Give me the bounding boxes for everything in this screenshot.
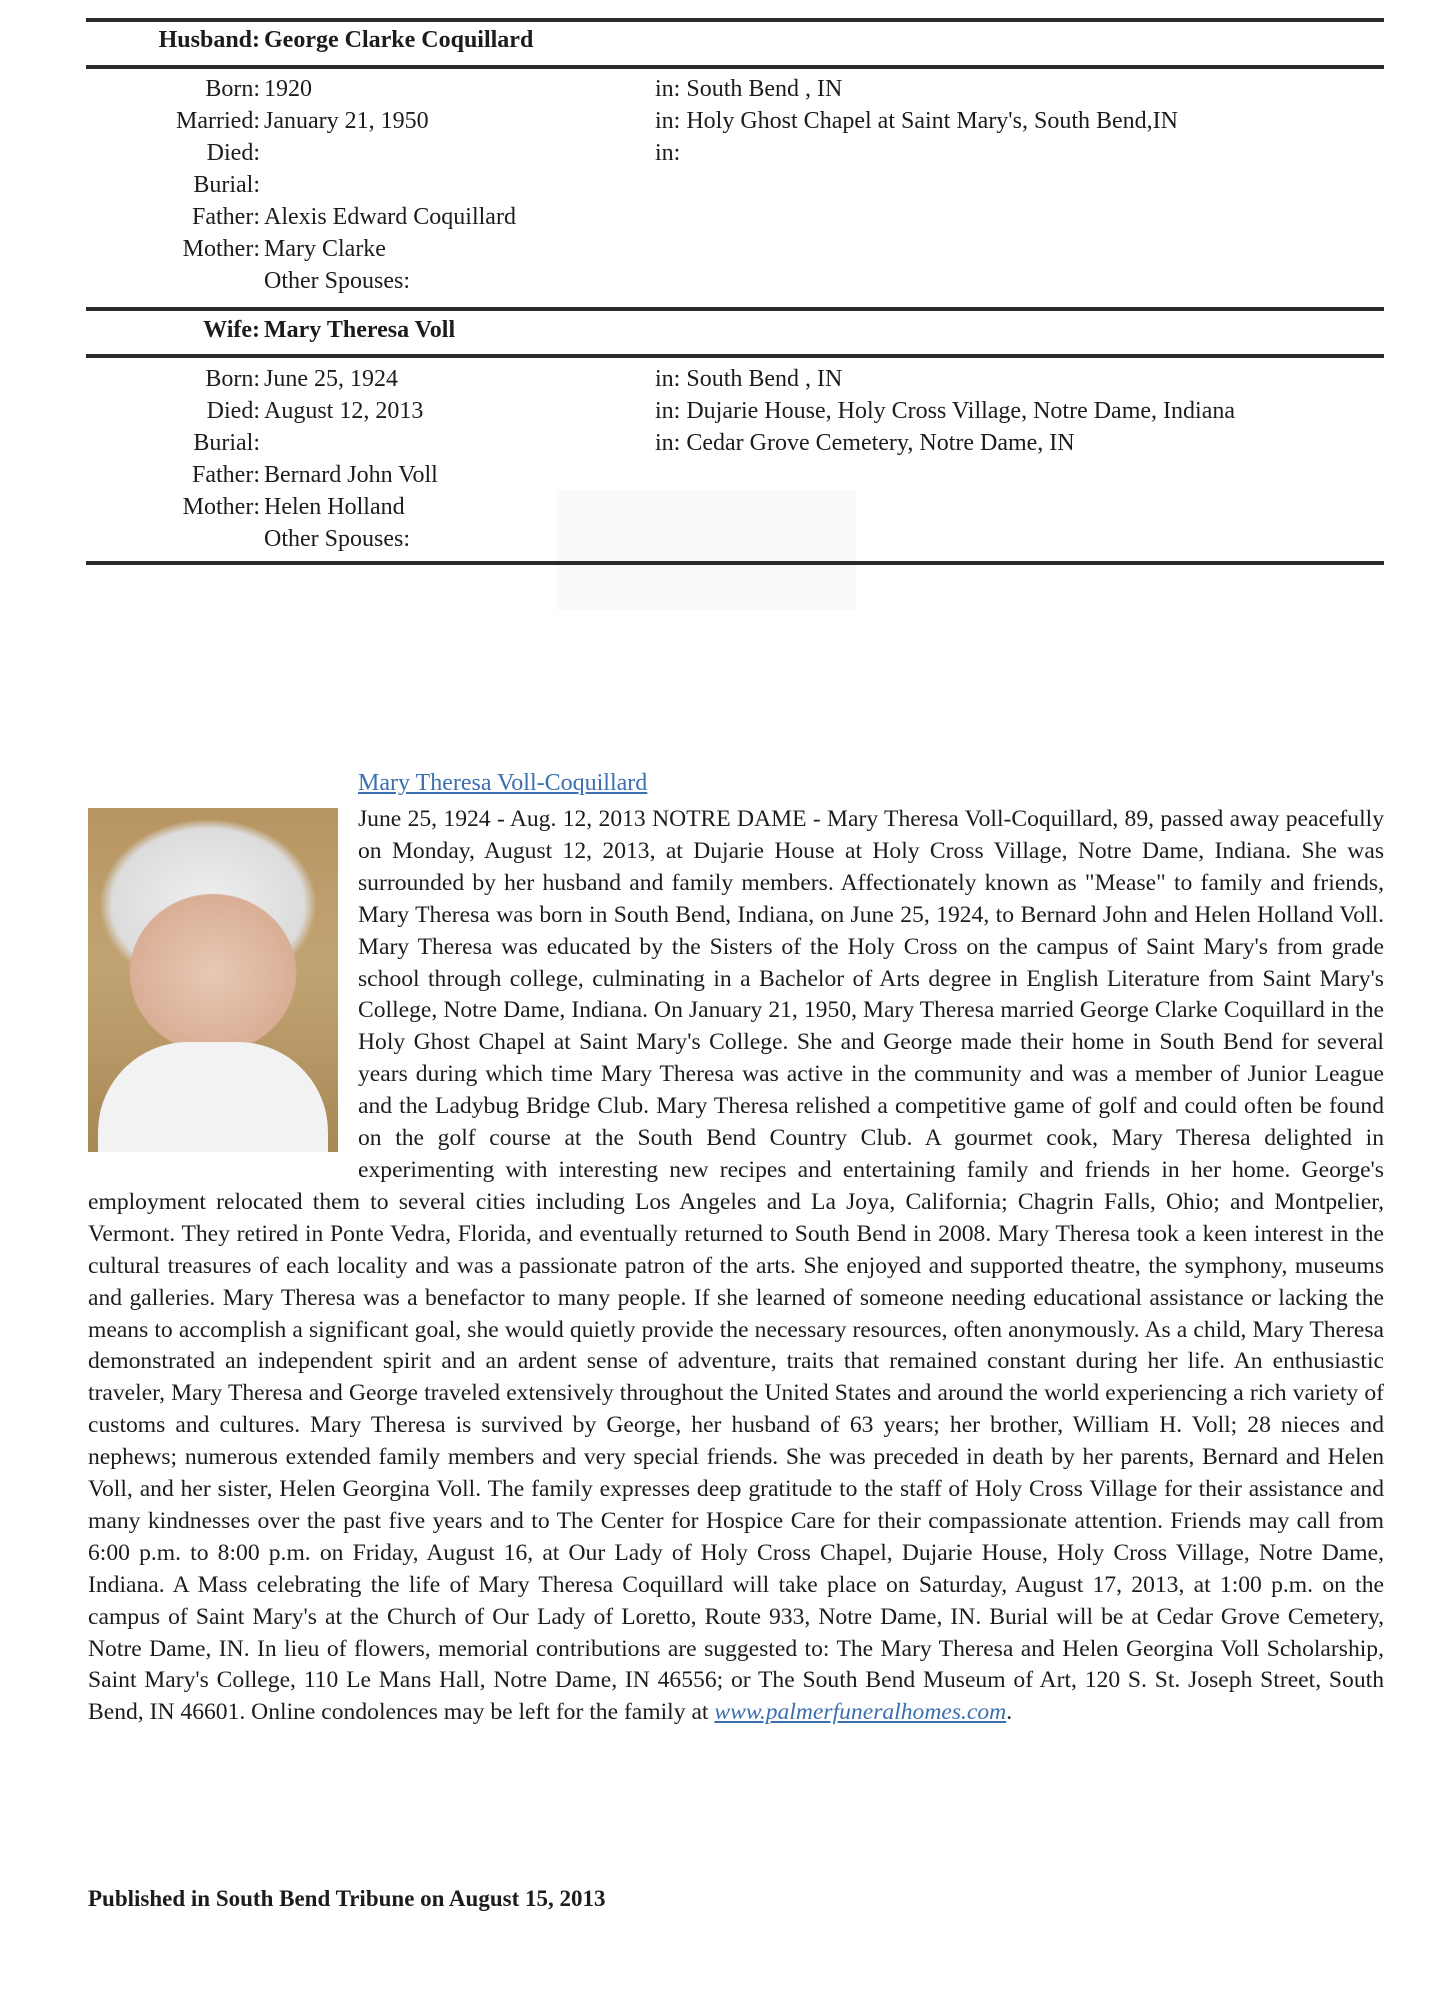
mother-label: Mother: xyxy=(182,494,260,520)
husband-born-place-value: South Bend , IN xyxy=(686,76,843,102)
husband-father: Alexis Edward Coquillard xyxy=(264,204,516,230)
link-suffix: . xyxy=(1006,1699,1013,1726)
wife-died: August 12, 2013 xyxy=(264,398,424,424)
wife-bottom-rule xyxy=(86,561,1384,565)
born-label: Born: xyxy=(205,366,260,392)
obituary-title-link[interactable]: Mary Theresa Voll-Coquillard xyxy=(358,770,648,796)
burial-label: Burial: xyxy=(193,430,260,456)
in-label: in: xyxy=(655,430,681,456)
obituary-body xyxy=(88,804,1384,1729)
wife-label: Wife: xyxy=(203,317,260,343)
burial-label: Burial: xyxy=(193,172,260,198)
in-label: in: xyxy=(655,140,681,166)
father-label: Father: xyxy=(192,204,260,230)
wife-rule xyxy=(86,354,1384,358)
husband-name: George Clarke Coquillard xyxy=(264,27,534,53)
husband-born-place xyxy=(655,76,842,103)
in-label: in: xyxy=(655,76,681,102)
husband-married-place xyxy=(655,108,1178,135)
wife-mother: Helen Holland xyxy=(264,494,405,520)
top-rule xyxy=(86,18,1384,22)
wife-born-place-value: South Bend , IN xyxy=(686,366,843,392)
wife-burial-place xyxy=(655,430,1075,457)
published-note: Published in South Bend Tribune on August 15, 2013 xyxy=(88,1886,606,1911)
wife-top-rule xyxy=(86,307,1384,311)
husband-born: 1920 xyxy=(264,76,312,102)
married-label: Married: xyxy=(176,108,260,134)
wife-father: Bernard John Voll xyxy=(264,462,438,488)
wife-born: June 25, 1924 xyxy=(264,366,398,392)
husband-married: January 21, 1950 xyxy=(264,108,429,134)
wife-name: Mary Theresa Voll xyxy=(264,317,456,343)
wife-died-place-value: Dujarie House, Holy Cross Village, Notre Dame, Indiana xyxy=(686,398,1235,424)
wife-burial-place-value: Cedar Grove Cemetery, Notre Dame, IN xyxy=(686,430,1075,456)
husband-mother: Mary Clarke xyxy=(264,236,386,262)
scan-blemish xyxy=(556,490,856,610)
funeral-home-link[interactable]: www.palmerfuneralhomes.com xyxy=(714,1699,1007,1726)
wife-other-spouses: Other Spouses: xyxy=(264,526,410,552)
obituary-text: June 25, 1924 - Aug. 12, 2013 NOTRE DAME - Mary Theresa Voll-Coquillard, 89, passed away peacefully on Monday, August 12, 2013, at Dujarie House at Holy Cross Village, Notre Dame, Indiana. She was surrounded by her husband and family members. Affectionately known as "Mease" to family and friends, Mary Theresa was born in South Bend, Indiana, on June 25, 1924, to Bernard John and Helen Holland Voll. Mary Theresa was educated by the Sisters of the Holy Cross on the campus of Saint Mary's from grade school through college, culminating in a Bachelor of Arts degree in English Literature from Saint Mary's College, Notre Dame, Indiana. On January 21, 1950, Mary Theresa married George Clarke Coquillard in the Holy Ghost Chapel at Saint Mary's College. She and George made their home in South Bend for several years during which time Mary Theresa was active in the community and was a member of Junior League and the Ladybug Bridge Club. Mary Theresa relished a competitive game of golf and could often be found on the golf course at the South Bend Country Club. A gourmet cook, Mary Theresa delighted in experimenting with interesting new recipes and entertaining family and friends in her home. George's employment relocated them to several cities including Los Angeles and La Joya, California; Chagrin Falls, Ohio; and Montpelier, Vermont. They retired in Ponte Vedra, Florida, and eventually returned to South Bend in 2008. Mary Theresa took a keen interest in the cultural treasures of each locality and was a passionate patron of the arts. She enjoyed and supported theatre, the symphony, museums and galleries. Mary Theresa was a benefactor to many people. If she learned of someone needing educational assistance or lacking the means to accomplish a significant goal, she would quietly provide the necessary resources, often anonymously. As a child, Mary Theresa demonstrated an independent spirit and an ardent sense of adventure, traits that remained constant during her life. An enthusiastic traveler, Mary Theresa and George traveled extensively throughout the United States and around the world experiencing a rich variety of customs and cultures. Mary Theresa is survived by George, her husband of 63 years; her brother, William H. Voll; 28 nieces and nephews; numerous extended family members and very special friends. She was preceded in death by her parents, Bernard and Helen Voll, and her sister, Helen Georgina Voll. The family expresses deep gratitude to the staff of Holy Cross Village for their assistance and many kindnesses over the past five years and to The Center for Hospice Care for their compassionate attention. Friends may call from 6:00 p.m. to 8:00 p.m. on Friday, August 16, at Our Lady of Holy Cross Chapel, Dujarie House, Holy Cross Village, Notre Dame, Indiana. A Mass celebrating the life of Mary Theresa Coquillard will take place on Saturday, August 17, 2013, at 1:00 p.m. on the campus of Saint Mary's at the Church of Our Lady of Loretto, Route 933, Notre Dame, IN. Burial will be at Cedar Grove Cemetery, Notre Dame, IN. In lieu of flowers, memorial contributions are suggested to: The Mary Theresa and Helen Georgina Voll Scholarship, Saint Mary's College, 110 Le Mans Hall, Notre Dame, IN 46556; or The South Bend Museum of Art, 120 S. St. Joseph Street, South Bend, IN 46601. Online condolences may be left for the family at xyxy=(88,806,1384,1726)
photo-spacer xyxy=(88,804,358,1156)
husband-other-spouses: Other Spouses: xyxy=(264,268,410,294)
wife-born-place xyxy=(655,366,842,393)
husband-married-place-value: Holy Ghost Chapel at Saint Mary's, South Bend,IN xyxy=(686,108,1178,134)
in-label: in: xyxy=(655,398,681,424)
husband-label: Husband: xyxy=(158,27,260,53)
husband-rule xyxy=(86,65,1384,69)
in-label: in: xyxy=(655,108,681,134)
husband-died-place xyxy=(655,140,680,167)
wife-died-place xyxy=(655,398,1235,425)
born-label: Born: xyxy=(205,76,260,102)
died-label: Died: xyxy=(206,140,260,166)
father-label: Father: xyxy=(192,462,260,488)
died-label: Died: xyxy=(206,398,260,424)
mother-label: Mother: xyxy=(182,236,260,262)
in-label: in: xyxy=(655,366,681,392)
